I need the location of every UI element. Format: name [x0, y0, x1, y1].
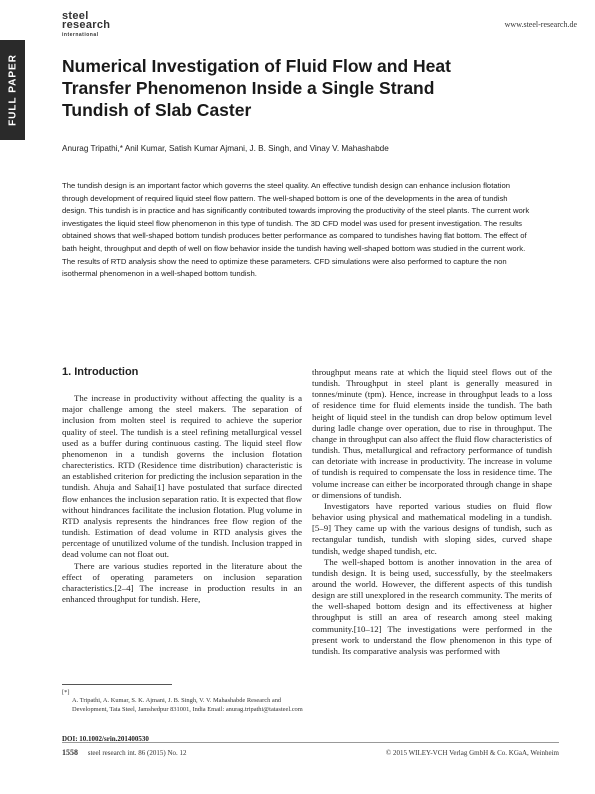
- footer-divider: [62, 742, 559, 743]
- footnote-marker: [*]: [62, 689, 70, 696]
- full-paper-tab: [0, 40, 25, 140]
- logo-line-research: research: [62, 19, 111, 31]
- journal-url[interactable]: www.steel-research.de: [504, 20, 577, 29]
- intro-paragraph-3: throughput means rate at which the liquid steel flows out of the tundish. Throughput in steel plant is generally measured in tonnes/minute (tpm). Hence, increase in throughput leads to a loss of residence time for fluid elements inside the tundish. The bath height of liquid steel in the tundish can drop below optimum level during ladle change over operation, due to rise in throughput. The change in throughput can also affect the fluid flow characteristics of tundish. Thus, metallurgical and refractory performance of tundish can detoriate with increase in productivity. The increase in volume of tundish is required to compensate the loss in residence time. The volume increase can either be incorporated through change in shape or dimensions of tundish.: [312, 367, 552, 500]
- full-paper-label: FULL PAPER: [7, 54, 18, 126]
- logo-line-steel: steel: [62, 10, 89, 22]
- paper-title: Numerical Investigation of Fluid Flow and Heat Transfer Phenomenon Inside a Single Strand Tundish of Slab Caster: [62, 56, 451, 120]
- abstract: The tundish design is an important factor which governs the steel quality. An effective tundish design can enhance inclusion flotation through development of required liquid steel flow pattern. The well-shaped bottom is one of the developments in the area of tundish design. This tundish is in practice and has significantly contributed towards improving the productivity of the steel plants. The current work investigates the liquid steel flow phenomenon in this type of tundish. The 3D CFD model was used for present investigation. The results obtained shows that well-shaped bottom tundish produces better performance as compared to tundishes having flat bottom. The effect of bath height, throughput and depth of well on flow behavior inside the tundish having well-shaped bottom was studied in the current work. The results of RTD analysis show the need to optimize these parameters. CFD simulations were also performed to capture the non isothermal phenomenon in a well-shaped bottom tundish.: [62, 181, 530, 279]
- intro-paragraph-4: Investigators have reported various studies on fluid flow behavior using physical and mathematical modeling in a tundish.[5–9] They came up with the various designs of tundish, such as rectangular tundish, tundish with sloping sides, curved shape tundish, wedge shaped tundish, etc.: [312, 500, 552, 556]
- section-heading: 1. Introduction: [62, 366, 139, 378]
- logo-line-international: international: [62, 32, 99, 38]
- intro-paragraph-2: There are various studies reported in the literature about the effect of operating parameters on inclusion separation characteristics.[2–4] The increase in production results in an enhanced throughput for tundish. Here,: [62, 560, 302, 604]
- doi[interactable]: DOI: 10.1002/srin.201400530: [62, 735, 149, 743]
- right-column: [312, 367, 552, 657]
- journal-citation: steel research int. 86 (2015) No. 12: [87, 749, 187, 757]
- left-column: [62, 367, 302, 605]
- author-footnote: [62, 689, 307, 714]
- footnote-text: A. Tripathi, A. Kumar, S. K. Ajmani, J. B. Singh, V. V. Mahashabde Research and Development, Tata Steel, Jamshedpur 831001, India Email: anurag.tripathi@tatasteel.com: [72, 697, 303, 713]
- page-number: 1558: [62, 748, 78, 757]
- footer-left: [62, 748, 187, 757]
- intro-paragraph-1: The increase in productivity without affecting the quality is a major challenge among the steel makers. The separation of inclusion from molten steel is required to achieve the superior quality of steel. The tundish is a steel refining metallurgical vessel used as a buffer during continuous casting. The liquid steel flow phenomenon in a tundish governs the inclusion flotation charecteristics. RTD (Residence time distribution) characteristic is an established criterion for predicting the inclusion separation in the tundish. Ahuja and Sahai[1] have postulated that surface directed flow enhances the inclusion separation ratio. It is expected that flow without hindrances facilitate the inclusion flotation. Plug volume in RTD analysis represents the hindrances free flow region of the tundish. Estimation of dead volume in RTD analysis gives the percentage of unutilized volume of the tundish. Inclusion trapped in dead volume can not float out.: [62, 393, 302, 560]
- author-list: Anurag Tripathi,* Anil Kumar, Satish Kumar Ajmani, J. B. Singh, and Vinay V. Mahashabde: [62, 144, 389, 153]
- journal-logo: [62, 12, 110, 40]
- intro-paragraph-5: The well-shaped bottom is another innovation in the area of tundish design. It is being used, successfully, by the steelmakers around the world. However, the different aspects of this tundish design are still unexplored in the research community. The merits of the well-shaped bottom design and its effectiveness at higher throughput is still an area of research among steel making community.[10–12] The investigations were performed in the present work to understand the flow phenomenon in this type of tundish. Its comparative analysis was performed with: [312, 556, 552, 656]
- copyright-notice: © 2015 WILEY-VCH Verlag GmbH & Co. KGaA, Weinheim: [385, 749, 559, 757]
- footnote-divider: [62, 684, 172, 685]
